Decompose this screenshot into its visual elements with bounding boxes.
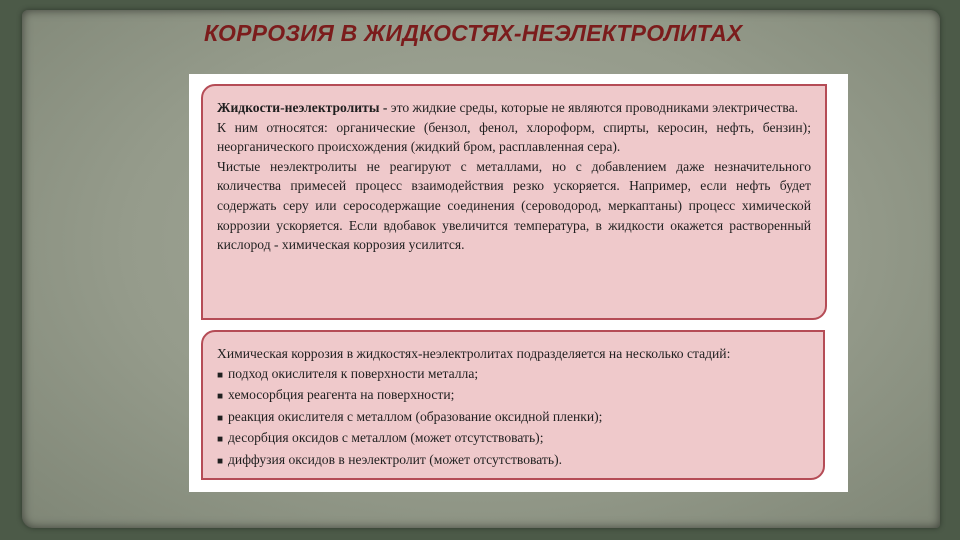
definition-term: Жидкости-неэлектролиты - (217, 100, 388, 115)
bullet-icon: ■ (217, 412, 224, 424)
bullet-icon: ■ (217, 391, 224, 403)
stage-text: подход окислителя к поверхности металла; (228, 365, 479, 381)
definition-paragraph (217, 98, 811, 118)
bullet-icon: ■ (217, 434, 224, 446)
reaction-paragraph: Чистые неэлектролиты не реагируют с металлами, но с добавлением даже незначительного количества примесей процесс взаимодействия резко ускоряется. Например, если нефть будет содержать серу или серосодержащие соединения (сероводород, меркаптаны) процесс химической коррозии ускоряется. Если вдобавок увеличится температура, в жидкости окажется растворенный кислород - химическая коррозия усилится. (217, 158, 811, 253)
stage-text: хемосорбция реагента на поверхности; (228, 387, 455, 403)
bullet-icon: ■ (217, 369, 224, 381)
stages-box (201, 330, 825, 480)
definition-text: это жидкие среды, которые не являются проводниками электричества. (387, 100, 799, 115)
stages-intro: Химическая коррозия в жидкостях-неэлектролитах подразделяется на несколько стадий: (217, 346, 731, 361)
stage-item (217, 364, 809, 386)
bullet-icon: ■ (217, 455, 224, 467)
stage-text: диффузия оксидов в неэлектролит (может отсутствовать). (228, 451, 562, 467)
definition-box (201, 84, 827, 320)
stage-item (217, 385, 809, 407)
stage-item (217, 450, 809, 472)
slide-title: КОРРОЗИЯ В ЖИДКОСТЯХ-НЕЭЛЕКТРОЛИТАХ (204, 20, 743, 46)
stage-item (217, 428, 809, 450)
stage-text: реакция окислителя с металлом (образование оксидной пленки); (228, 408, 603, 424)
examples-paragraph: К ним относятся: органические (бензол, фенол, хлороформ, спирты, керосин, нефть, бензин); неорганического происхождения (жидкий бром, расплавленная сера). (217, 119, 811, 155)
stage-item (217, 407, 809, 429)
stage-text: десорбция оксидов с металлом (может отсутствовать); (228, 430, 544, 446)
content-panel (189, 74, 848, 492)
